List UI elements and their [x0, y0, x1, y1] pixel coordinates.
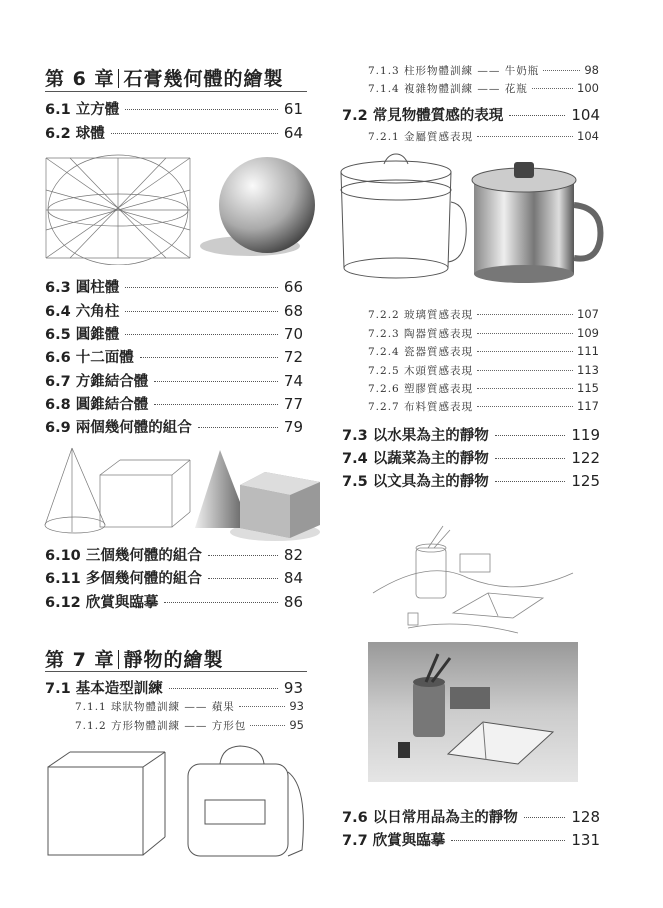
- leader-dots: [477, 136, 573, 137]
- leader-dots: [495, 458, 566, 459]
- entry-title: 6.7 方錐結合體: [45, 374, 149, 390]
- toc-entry[interactable]: [45, 370, 303, 391]
- toc-entry[interactable]: [45, 300, 303, 321]
- box-bag-illustration: [40, 742, 320, 860]
- entry-page: 104: [577, 129, 599, 143]
- leader-dots: [169, 688, 278, 689]
- chapter-divider: [118, 69, 119, 88]
- leader-dots: [477, 406, 573, 407]
- leader-dots: [125, 334, 278, 335]
- chapter-7-title: 靜物的繪製: [123, 649, 224, 671]
- toc-subentry[interactable]: [368, 344, 599, 359]
- toc-subentry[interactable]: [368, 81, 599, 96]
- toc-entry[interactable]: [342, 447, 600, 468]
- leader-dots: [477, 388, 573, 389]
- leader-dots: [532, 88, 573, 89]
- toc-entry[interactable]: [45, 122, 303, 143]
- entry-title: 6.2 球體: [45, 126, 105, 142]
- toc-entry[interactable]: [342, 470, 600, 491]
- leader-dots: [125, 287, 278, 288]
- entry-page: 131: [571, 831, 600, 849]
- entry-title: 7.5 以文具為主的靜物: [342, 474, 489, 490]
- entry-title: 6.9 兩個幾何體的組合: [45, 420, 192, 436]
- entry-page: 61: [283, 100, 303, 118]
- leader-dots: [477, 314, 573, 315]
- leader-dots: [198, 427, 278, 428]
- entry-page: 117: [577, 399, 599, 413]
- entry-page: 113: [577, 363, 599, 377]
- chapter-7-number: 第 7 章: [45, 649, 115, 671]
- leader-dots: [154, 381, 278, 382]
- entry-page: 125: [571, 472, 600, 490]
- entry-page: 119: [571, 426, 600, 444]
- entry-page: 95: [289, 718, 304, 732]
- entry-page: 109: [577, 326, 599, 340]
- leader-dots: [239, 706, 286, 707]
- entry-page: 93: [283, 679, 303, 697]
- toc-subentry[interactable]: [368, 363, 599, 378]
- cone-box-illustration: [40, 440, 320, 545]
- entry-page: 100: [577, 81, 599, 95]
- entry-title: 7.1.2 方形物體訓練 —— 方形包: [75, 720, 247, 732]
- entry-title: 7.2.6 塑膠質感表現: [368, 383, 474, 395]
- entry-title: 7.4 以蔬菜為主的靜物: [342, 451, 489, 467]
- toc-entry[interactable]: [342, 806, 600, 827]
- toc-entry[interactable]: [342, 424, 600, 445]
- entry-page: 128: [571, 808, 600, 826]
- toc-entry[interactable]: [45, 591, 303, 612]
- toc-entry[interactable]: [45, 276, 303, 297]
- still-life-sketch: [368, 518, 578, 638]
- entry-title: 7.3 以水果為主的靜物: [342, 428, 489, 444]
- leader-dots: [477, 351, 573, 352]
- entry-page: 104: [571, 106, 600, 124]
- entry-page: 86: [283, 593, 303, 611]
- entry-page: 72: [283, 348, 303, 366]
- chapter-6-heading: [45, 64, 283, 91]
- entry-title: 6.8 圓錐結合體: [45, 397, 149, 413]
- leader-dots: [208, 578, 278, 579]
- entry-title: 6.12 欣賞與臨摹: [45, 595, 159, 611]
- entry-title: 7.7 欣賞與臨摹: [342, 833, 446, 849]
- entry-title: 7.2.4 瓷器質感表現: [368, 346, 474, 358]
- leader-dots: [509, 115, 565, 116]
- entry-title: 7.2.7 布料質感表現: [368, 401, 474, 413]
- entry-title: 6.11 多個幾何體的組合: [45, 571, 202, 587]
- chapter-7-rule: [45, 671, 307, 672]
- toc-entry[interactable]: [45, 98, 303, 119]
- toc-entry[interactable]: [45, 416, 303, 437]
- entry-title: 7.1.1 球狀物體訓練 —— 蘋果: [75, 701, 235, 713]
- chapter-6-rule: [45, 91, 307, 92]
- leader-dots: [543, 70, 580, 71]
- leader-dots: [125, 109, 278, 110]
- toc-subentry[interactable]: [368, 129, 599, 144]
- entry-page: 107: [577, 307, 599, 321]
- leader-dots: [140, 357, 278, 358]
- entry-page: 77: [283, 395, 303, 413]
- entry-title: 6.3 圓柱體: [45, 280, 120, 296]
- entry-title: 7.1.3 柱形物體訓練 —— 牛奶瓶: [368, 65, 540, 77]
- leader-dots: [154, 404, 278, 405]
- entry-page: 93: [289, 699, 304, 713]
- leader-dots: [495, 435, 566, 436]
- toc-subentry[interactable]: [368, 63, 599, 78]
- entry-page: 98: [584, 63, 599, 77]
- mugs-illustration: [336, 150, 611, 290]
- leader-dots: [477, 333, 573, 334]
- entry-title: 7.2.5 木頭質感表現: [368, 365, 474, 377]
- entry-title: 6.4 六角柱: [45, 304, 120, 320]
- toc-entry[interactable]: [342, 829, 600, 850]
- toc-entry[interactable]: [45, 544, 303, 565]
- toc-entry[interactable]: [45, 677, 303, 698]
- toc-entry[interactable]: [342, 104, 600, 125]
- leader-dots: [477, 370, 573, 371]
- entry-page: 111: [577, 344, 599, 358]
- entry-page: 64: [283, 124, 303, 142]
- cube-sphere-illustration: [40, 150, 315, 265]
- toc-entry[interactable]: [45, 346, 303, 367]
- leader-dots: [495, 481, 566, 482]
- leader-dots: [111, 133, 278, 134]
- entry-title: 6.1 立方體: [45, 102, 120, 118]
- entry-page: 122: [571, 449, 600, 467]
- toc-entry[interactable]: [45, 393, 303, 414]
- entry-title: 7.2.3 陶器質感表現: [368, 328, 474, 340]
- entry-title: 7.6 以日常用品為主的靜物: [342, 810, 518, 826]
- entry-page: 84: [283, 569, 303, 587]
- toc-subentry[interactable]: [368, 307, 599, 322]
- chapter-6-number: 第 6 章: [45, 68, 115, 90]
- still-life-drawing: [368, 642, 578, 782]
- entry-title: 6.5 圓錐體: [45, 327, 120, 343]
- entry-page: 115: [577, 381, 599, 395]
- toc-subentry[interactable]: [75, 718, 304, 733]
- entry-title: 6.6 十二面體: [45, 350, 134, 366]
- entry-page: 70: [283, 325, 303, 343]
- chapter-6-title: 石膏幾何體的繪製: [123, 68, 284, 90]
- entry-title: 7.2 常見物體質感的表現: [342, 108, 504, 124]
- leader-dots: [451, 840, 565, 841]
- toc-entry[interactable]: [45, 567, 303, 588]
- entry-title: 7.2.1 金屬質感表現: [368, 131, 474, 143]
- entry-page: 74: [283, 372, 303, 390]
- entry-page: 68: [283, 302, 303, 320]
- entry-title: 7.1.4 複雜物體訓練 —— 花瓶: [368, 83, 528, 95]
- leader-dots: [164, 602, 278, 603]
- leader-dots: [524, 817, 566, 818]
- toc-entry[interactable]: [45, 323, 303, 344]
- toc-subentry[interactable]: [368, 381, 599, 396]
- leader-dots: [208, 555, 278, 556]
- entry-title: 6.10 三個幾何體的組合: [45, 548, 202, 564]
- toc-subentry[interactable]: [368, 326, 599, 341]
- entry-title: 7.1 基本造型訓練: [45, 681, 163, 697]
- entry-page: 82: [283, 546, 303, 564]
- toc-subentry[interactable]: [75, 699, 304, 714]
- toc-subentry[interactable]: [368, 399, 599, 414]
- chapter-7-heading: [45, 645, 223, 672]
- entry-title: 7.2.2 玻璃質感表現: [368, 309, 474, 321]
- entry-page: 79: [283, 418, 303, 436]
- chapter-divider: [118, 650, 119, 669]
- leader-dots: [125, 311, 278, 312]
- entry-page: 66: [283, 278, 303, 296]
- leader-dots: [250, 725, 285, 726]
